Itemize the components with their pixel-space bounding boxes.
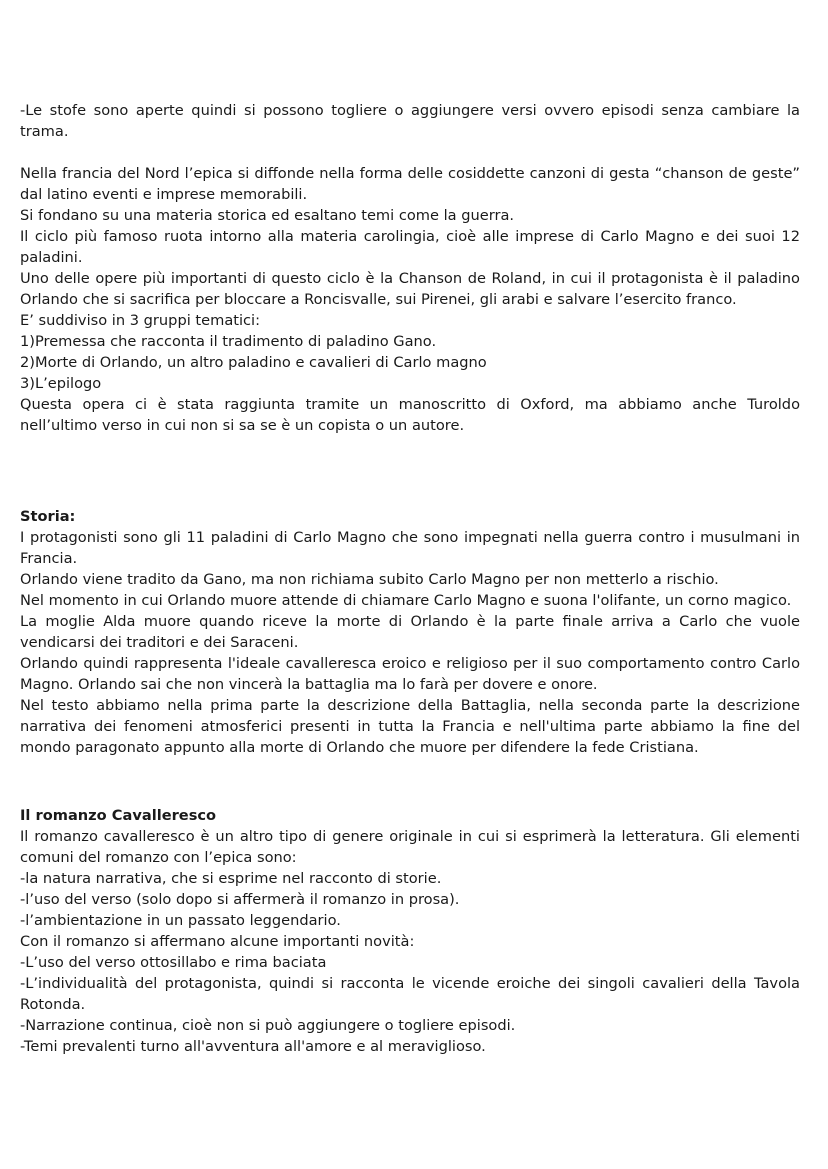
epica-line: Questa opera ci è stata raggiunta tramite un manoscritto di Oxford, ma abbiamo anche Turoldo nell’ultimo verso in cui non si sa se è un copista o un autore. [20,396,800,434]
storia-line: Nel momento in cui Orlando muore attende di chiamare Carlo Magno e suona l'olifante, un corno magico. [20,592,792,609]
storia-line: Orlando viene tradito da Gano, ma non richiama subito Carlo Magno per non metterlo a rischio. [20,571,719,588]
romanzo-section [20,805,800,1057]
intro-paragraph: -Le stofe sono aperte quindi si possono togliere o aggiungere versi ovvero episodi senza cambiare la trama. [20,102,800,140]
romanzo-heading: Il romanzo Cavalleresco [20,807,217,824]
epica-section [20,163,800,436]
storia-heading: Storia: [20,508,76,525]
romanzo-line: -L’individualità del protagonista, quindi si racconta le vicende eroiche dei singoli cavalieri della Tavola Rotonda. [20,975,800,1013]
epica-line: Il ciclo più famoso ruota intorno alla materia carolingia, cioè alle imprese di Carlo Magno e dei suoi 12 paladini. [20,228,800,266]
romanzo-line: -l’ambientazione in un passato leggendario. [20,912,341,929]
epica-line: E’ suddiviso in 3 gruppi tematici: [20,312,261,329]
romanzo-line: -Temi prevalenti turno all'avventura all'amore e al meraviglioso. [20,1038,486,1055]
epica-line: Si fondano su una materia storica ed esaltano temi come la guerra. [20,207,515,224]
romanzo-line: -Narrazione continua, cioè non si può aggiungere o togliere episodi. [20,1017,516,1034]
storia-line: Orlando quindi rappresenta l'ideale cavalleresca eroico e religioso per il suo comportamento contro Carlo Magno. Orlando sai che non vincerà la battaglia ma lo farà per dovere e onore. [20,655,800,693]
epica-line: Uno delle opere più importanti di questo ciclo è la Chanson de Roland, in cui il protagonista è il paladino Orlando che si sacrifica per bloccare a Roncisvalle, sui Pirenei, gli arabi e salvare l’esercito franco. [20,270,800,308]
epica-line: 3)L’epilogo [20,375,102,392]
romanzo-line: -l’uso del verso (solo dopo si affermerà il romanzo in prosa). [20,891,460,908]
epica-line: 1)Premessa che racconta il tradimento di paladino Gano. [20,333,437,350]
romanzo-line: Con il romanzo si affermano alcune importanti novità: [20,933,415,950]
romanzo-line: -la natura narrativa, che si esprime nel racconto di storie. [20,870,442,887]
romanzo-line: -L’uso del verso ottosillabo e rima baciata [20,954,327,971]
storia-line: La moglie Alda muore quando riceve la morte di Orlando è la parte finale arriva a Carlo che vuole vendicarsi dei traditori e dei Saraceni. [20,613,800,651]
romanzo-line: Il romanzo cavalleresco è un altro tipo di genere originale in cui si esprimerà la letteratura. Gli elementi comuni del romanzo con l’epica sono: [20,828,800,866]
intro-section [20,100,800,142]
epica-line: 2)Morte di Orlando, un altro paladino e cavalieri di Carlo magno [20,354,487,371]
storia-line: Nel testo abbiamo nella prima parte la descrizione della Battaglia, nella seconda parte la descrizione narrativa dei fenomeni atmosferici presenti in tutta la Francia e nell'ultima parte abbiamo la fine del mondo paragonato appunto alla morte di Orlando che muore per difendere la fede Cristiana. [20,697,800,756]
storia-section [20,506,800,758]
epica-line: Nella francia del Nord l’epica si diffonde nella forma delle cosiddette canzoni di gesta “chanson de geste” dal latino eventi e imprese memorabili. [20,165,800,203]
storia-line: I protagonisti sono gli 11 paladini di Carlo Magno che sono impegnati nella guerra contro i musulmani in Francia. [20,529,800,567]
